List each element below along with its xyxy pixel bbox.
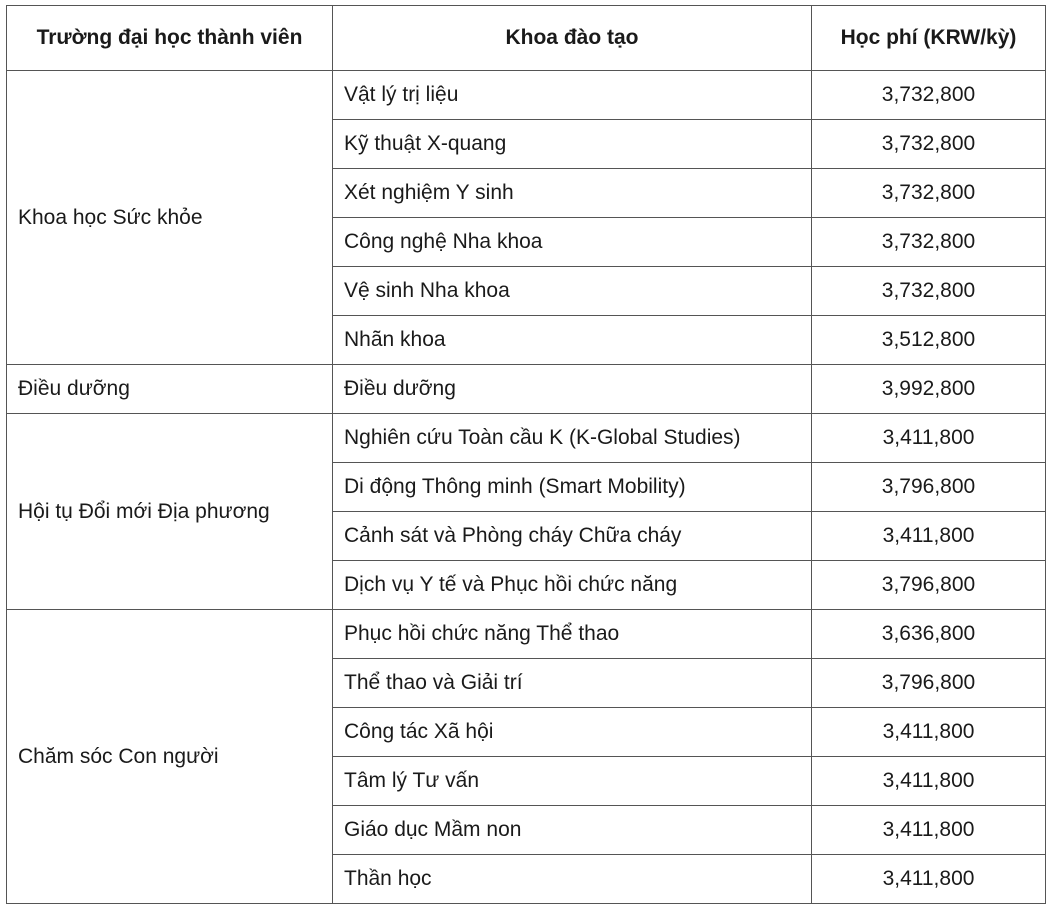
header-school: Trường đại học thành viên bbox=[7, 6, 333, 71]
tuition-cell: 3,411,800 bbox=[812, 806, 1046, 855]
department-cell: Kỹ thuật X-quang bbox=[333, 120, 812, 169]
header-row bbox=[7, 6, 1046, 71]
tuition-cell: 3,796,800 bbox=[812, 561, 1046, 610]
tuition-cell: 3,732,800 bbox=[812, 169, 1046, 218]
department-cell: Nghiên cứu Toàn cầu K (K-Global Studies) bbox=[333, 414, 812, 463]
tuition-table bbox=[6, 5, 1046, 904]
tuition-cell: 3,732,800 bbox=[812, 218, 1046, 267]
tuition-cell: 3,636,800 bbox=[812, 610, 1046, 659]
tuition-cell: 3,796,800 bbox=[812, 463, 1046, 512]
department-cell: Di động Thông minh (Smart Mobility) bbox=[333, 463, 812, 512]
tuition-cell: 3,512,800 bbox=[812, 316, 1046, 365]
department-cell: Công nghệ Nha khoa bbox=[333, 218, 812, 267]
school-cell: Hội tụ Đổi mới Địa phương bbox=[7, 414, 333, 610]
table-row bbox=[7, 414, 1046, 463]
header-department: Khoa đào tạo bbox=[333, 6, 812, 71]
tuition-cell: 3,411,800 bbox=[812, 708, 1046, 757]
department-cell: Thể thao và Giải trí bbox=[333, 659, 812, 708]
department-cell: Nhãn khoa bbox=[333, 316, 812, 365]
department-cell: Dịch vụ Y tế và Phục hồi chức năng bbox=[333, 561, 812, 610]
school-cell: Chăm sóc Con người bbox=[7, 610, 333, 904]
department-cell: Giáo dục Mầm non bbox=[333, 806, 812, 855]
tuition-cell: 3,732,800 bbox=[812, 120, 1046, 169]
department-cell: Vệ sinh Nha khoa bbox=[333, 267, 812, 316]
tuition-cell: 3,992,800 bbox=[812, 365, 1046, 414]
school-cell: Khoa học Sức khỏe bbox=[7, 71, 333, 365]
tuition-cell: 3,796,800 bbox=[812, 659, 1046, 708]
department-cell: Xét nghiệm Y sinh bbox=[333, 169, 812, 218]
tuition-cell: 3,732,800 bbox=[812, 267, 1046, 316]
department-cell: Cảnh sát và Phòng cháy Chữa cháy bbox=[333, 512, 812, 561]
tuition-cell: 3,411,800 bbox=[812, 757, 1046, 806]
department-cell: Công tác Xã hội bbox=[333, 708, 812, 757]
department-cell: Thần học bbox=[333, 855, 812, 904]
header-tuition: Học phí (KRW/kỳ) bbox=[812, 6, 1046, 71]
table-row bbox=[7, 365, 1046, 414]
table-row bbox=[7, 610, 1046, 659]
table-body bbox=[7, 71, 1046, 904]
department-cell: Vật lý trị liệu bbox=[333, 71, 812, 120]
tuition-cell: 3,411,800 bbox=[812, 414, 1046, 463]
department-cell: Phục hồi chức năng Thể thao bbox=[333, 610, 812, 659]
tuition-cell: 3,732,800 bbox=[812, 71, 1046, 120]
tuition-cell: 3,411,800 bbox=[812, 512, 1046, 561]
department-cell: Điều dưỡng bbox=[333, 365, 812, 414]
table-row bbox=[7, 71, 1046, 120]
school-cell: Điều dưỡng bbox=[7, 365, 333, 414]
tuition-cell: 3,411,800 bbox=[812, 855, 1046, 904]
department-cell: Tâm lý Tư vấn bbox=[333, 757, 812, 806]
